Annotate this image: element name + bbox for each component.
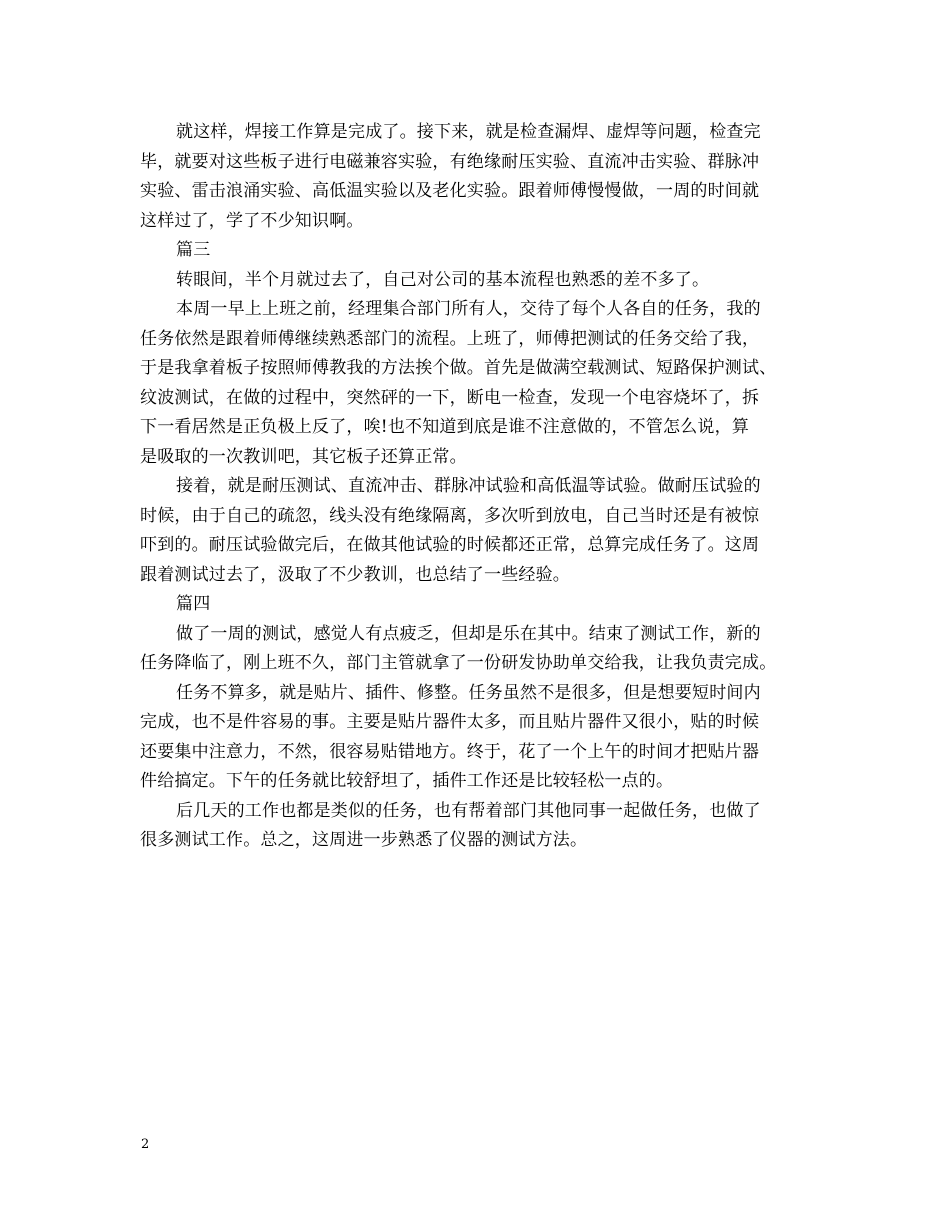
text-line: 还要集中注意力，不然，很容易贴错地方。终于，花了一个上午的时间才把贴片器 — [140, 741, 760, 762]
text-line: 任务依然是跟着师傅继续熟悉部门的流程。上班了，师傅把测试的任务交给了我， — [140, 328, 760, 349]
text-line: 后几天的工作也都是类似的任务，也有帮着部门其他同事一起做任务，也做了 — [176, 800, 761, 821]
text-line: 纹波测试，在做的过程中，突然砰的一下，断电一检查，发现一个电容烧坏了，拆 — [140, 387, 760, 408]
text-line: 很多测试工作。总之，这周进一步熟悉了仪器的测试方法。 — [140, 830, 588, 850]
document-body — [140, 118, 820, 856]
text-line: 实验、雷击浪涌实验、高低温实验以及老化实验。跟着师傅慢慢做，一周的时间就 — [140, 181, 760, 201]
text-line: 完成，也不是件容易的事。主要是贴片器件太多，而且贴片器件又很小，贴的时候 — [140, 712, 760, 732]
text-line: 本周一早上上班之前，经理集合部门所有人，交待了每个人各自的任务，我的 — [176, 299, 761, 319]
page-number: 2 — [141, 1137, 150, 1152]
text-line: 任务不算多，就是贴片、插件、修整。任务虽然不是很多，但是想要短时间内 — [176, 682, 761, 703]
text-line: 这样过了，学了不少知识啊。 — [140, 210, 364, 231]
text-line: 吓到的。耐压试验做完后，在做其他试验的时候都还正常，总算完成任务了。这周 — [140, 535, 760, 555]
text-line: 跟着测试过去了，汲取了不少教训，也总结了一些经验。 — [140, 564, 570, 585]
text-line: 做了一周的测试，感觉人有点疲乏，但却是乐在其中。结束了测试工作，新的 — [176, 623, 761, 644]
text-line: 于是我拿着板子按照师傅教我的方法挨个做。首先是做满空载测试、短路保护测试、 — [140, 358, 777, 378]
text-line: 件给搞定。下午的任务就比较舒坦了，插件工作还是比较轻松一点的。 — [140, 771, 674, 791]
text-line: 接着，就是耐压测试、直流冲击、群脉冲试验和高低温等试验。做耐压试验的 — [176, 476, 761, 496]
text-line: 篇四 — [176, 594, 211, 614]
text-line: 转眼间，半个月就过去了，自己对公司的基本流程也熟悉的差不多了。 — [176, 269, 710, 290]
text-line: 是吸取的一次教训吧，其它板子还算正常。 — [140, 446, 467, 467]
text-line: 毕，就要对这些板子进行电磁兼容实验，有绝缘耐压实验、直流冲击实验、群脉冲 — [140, 151, 760, 172]
text-line: 下一看居然是正负极上反了，唉!也不知道到底是谁不注意做的，不管怎么说，算 — [140, 417, 750, 437]
text-line: 时候，由于自己的疏忽，线头没有绝缘隔离，多次听到放电，自己当时还是有被惊 — [140, 505, 760, 526]
text-line: 篇三 — [176, 240, 211, 260]
text-line: 任务降临了，刚上班不久，部门主管就拿了一份研发协助单交给我，让我负责完成。 — [140, 653, 777, 673]
text-line: 就这样，焊接工作算是完成了。接下来，就是检查漏焊、虚焊等问题，检查完 — [176, 122, 761, 142]
